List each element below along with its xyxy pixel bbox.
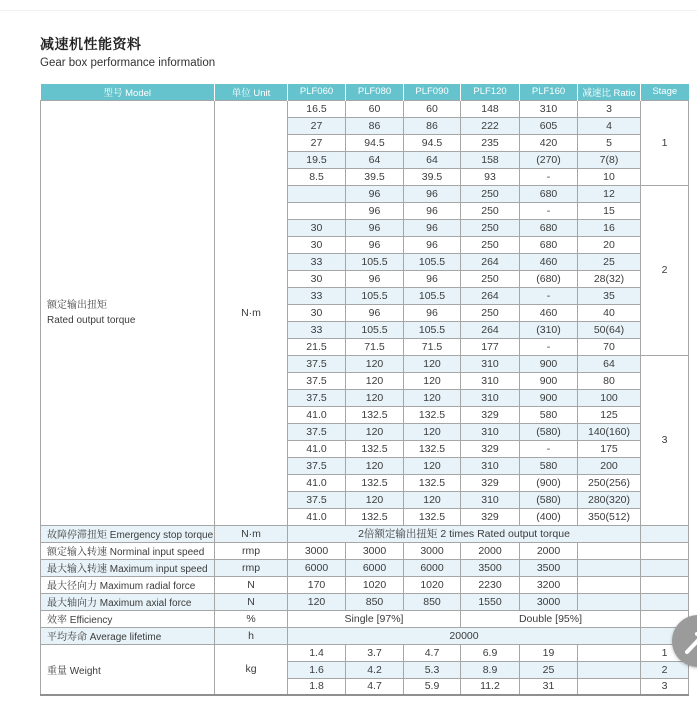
table-cell: 120 xyxy=(404,457,461,474)
table-cell: 580 xyxy=(520,457,578,474)
table-cell: 80 xyxy=(578,372,641,389)
table-cell: 27 xyxy=(288,117,346,134)
table-cell: 170 xyxy=(288,576,346,593)
table-cell: 120 xyxy=(346,457,404,474)
table-cell xyxy=(288,185,346,202)
torque-label xyxy=(41,100,215,525)
table-cell: 3.7 xyxy=(346,644,404,661)
table-cell: 96 xyxy=(346,219,404,236)
performance-table xyxy=(40,84,689,696)
table-cell: 310 xyxy=(461,457,520,474)
torque-label-en: Rated output torque xyxy=(47,314,136,326)
table-cell xyxy=(641,559,689,576)
table-cell: 93 xyxy=(461,168,520,185)
table-row xyxy=(41,525,689,542)
table-cell: 4.7 xyxy=(346,678,404,695)
table-cell: 20 xyxy=(578,236,641,253)
table-cell: 96 xyxy=(346,185,404,202)
table-cell: 50(64) xyxy=(578,321,641,338)
table-cell xyxy=(578,576,641,593)
table-cell: 8.5 xyxy=(288,168,346,185)
table-cell: (680) xyxy=(520,270,578,287)
torque-label-cn: 额定输出扭矩 xyxy=(47,299,107,311)
column-header: PLF160 xyxy=(520,84,578,100)
table-cell: 4 xyxy=(578,117,641,134)
stage-cell: 1 xyxy=(641,100,689,185)
table-cell: (400) xyxy=(520,508,578,525)
table-cell xyxy=(578,644,641,661)
table-cell: 60 xyxy=(404,100,461,117)
table-cell: 850 xyxy=(404,593,461,610)
table-cell: 250 xyxy=(461,270,520,287)
table-cell: 3 xyxy=(641,678,689,695)
table-cell: 235 xyxy=(461,134,520,151)
table-cell: 158 xyxy=(461,151,520,168)
spec-unit: N xyxy=(215,576,288,593)
torque-unit: N·m xyxy=(215,100,288,525)
table-cell: 200 xyxy=(578,457,641,474)
table-cell: 96 xyxy=(404,219,461,236)
table-cell: 1550 xyxy=(461,593,520,610)
table-cell: 19 xyxy=(520,644,578,661)
table-cell: 900 xyxy=(520,355,578,372)
page-title: 减速机性能资料 xyxy=(40,36,142,52)
table-cell: 35 xyxy=(578,287,641,304)
weight-label: 重量 Weight xyxy=(41,644,215,695)
table-cell: 96 xyxy=(346,270,404,287)
spec-label: 效率 Efficiency xyxy=(41,610,215,627)
table-cell: - xyxy=(520,440,578,457)
table-cell xyxy=(578,678,641,695)
table-cell: 64 xyxy=(404,151,461,168)
table-cell: 310 xyxy=(461,355,520,372)
table-cell: 250 xyxy=(461,236,520,253)
spec-unit: rmp xyxy=(215,559,288,576)
table-cell: 37.5 xyxy=(288,372,346,389)
table-cell: 3 xyxy=(578,100,641,117)
table-cell: 175 xyxy=(578,440,641,457)
table-cell: 96 xyxy=(404,304,461,321)
table-cell: 310 xyxy=(461,491,520,508)
table-cell: 41.0 xyxy=(288,440,346,457)
table-cell: 310 xyxy=(461,423,520,440)
table-cell: (580) xyxy=(520,491,578,508)
table-cell: 1.4 xyxy=(288,644,346,661)
table-cell: 3000 xyxy=(520,593,578,610)
table-cell: 21.5 xyxy=(288,338,346,355)
table-cell: 4.7 xyxy=(404,644,461,661)
table-cell: 120 xyxy=(346,372,404,389)
table-cell: 96 xyxy=(404,202,461,219)
table-cell: 100 xyxy=(578,389,641,406)
table-cell: 3000 xyxy=(346,542,404,559)
divider xyxy=(0,10,697,11)
table-cell: (270) xyxy=(520,151,578,168)
table-cell: 12 xyxy=(578,185,641,202)
table-cell: 105.5 xyxy=(346,253,404,270)
table-cell: 264 xyxy=(461,287,520,304)
table-cell: 148 xyxy=(461,100,520,117)
table-cell: - xyxy=(520,168,578,185)
table-cell: 11.2 xyxy=(461,678,520,695)
table-cell: 6000 xyxy=(288,559,346,576)
table-cell: 19.5 xyxy=(288,151,346,168)
table-cell: 132.5 xyxy=(346,406,404,423)
table-cell: 329 xyxy=(461,440,520,457)
spec-label: 额定输入转速 Norminal input speed xyxy=(41,542,215,559)
table-cell: 39.5 xyxy=(404,168,461,185)
table-cell: 4.2 xyxy=(346,661,404,678)
table-cell: 27 xyxy=(288,134,346,151)
table-cell: 132.5 xyxy=(346,474,404,491)
table-cell: 6000 xyxy=(346,559,404,576)
table-cell: 140(160) xyxy=(578,423,641,440)
table-cell: 16 xyxy=(578,219,641,236)
table-cell: 132.5 xyxy=(404,440,461,457)
table-cell: 33 xyxy=(288,287,346,304)
table-cell: 1020 xyxy=(404,576,461,593)
spec-unit: rmp xyxy=(215,542,288,559)
table-cell: 86 xyxy=(404,117,461,134)
weight-unit: kg xyxy=(215,644,288,695)
table-cell: 120 xyxy=(346,423,404,440)
stage-cell: 3 xyxy=(641,355,689,525)
table-cell: 250 xyxy=(461,219,520,236)
table-cell: 37.5 xyxy=(288,491,346,508)
table-cell: 310 xyxy=(520,100,578,117)
table-body xyxy=(41,100,689,695)
table-cell: 94.5 xyxy=(346,134,404,151)
table-cell: 120 xyxy=(346,355,404,372)
table-cell: 1020 xyxy=(346,576,404,593)
table-cell: 177 xyxy=(461,338,520,355)
table-cell: 10 xyxy=(578,168,641,185)
table-cell: 460 xyxy=(520,304,578,321)
table-cell: (310) xyxy=(520,321,578,338)
table-cell xyxy=(641,542,689,559)
table-cell: 222 xyxy=(461,117,520,134)
spec-label: 最大输入转速 Maximum input speed xyxy=(41,559,215,576)
table-cell: 37.5 xyxy=(288,389,346,406)
table-cell xyxy=(641,576,689,593)
column-header: PLF090 xyxy=(404,84,461,100)
table-cell: 30 xyxy=(288,219,346,236)
spec-label: 最大径向力 Maximum radial force xyxy=(41,576,215,593)
table-cell: 120 xyxy=(404,355,461,372)
table-header-row xyxy=(41,84,689,100)
table-cell: 3000 xyxy=(404,542,461,559)
table-cell: 105.5 xyxy=(404,321,461,338)
table-cell: 264 xyxy=(461,321,520,338)
table-cell: 5.3 xyxy=(404,661,461,678)
table-cell: 41.0 xyxy=(288,474,346,491)
table-cell: 680 xyxy=(520,219,578,236)
table-row xyxy=(41,593,689,610)
table-cell: (900) xyxy=(520,474,578,491)
table-cell: 25 xyxy=(578,253,641,270)
table-cell xyxy=(288,202,346,219)
spec-unit: N·m xyxy=(215,525,288,542)
table-cell: 37.5 xyxy=(288,355,346,372)
table-cell: 132.5 xyxy=(404,474,461,491)
table-cell: 2230 xyxy=(461,576,520,593)
table-cell: 3500 xyxy=(520,559,578,576)
spec-unit: h xyxy=(215,627,288,644)
table-cell: 8.9 xyxy=(461,661,520,678)
table-cell: (580) xyxy=(520,423,578,440)
table-cell: 900 xyxy=(520,389,578,406)
spec-label: 平均寿命 Average lifetime xyxy=(41,627,215,644)
table-cell xyxy=(641,525,689,542)
table-cell: 2000 xyxy=(461,542,520,559)
table-cell: 120 xyxy=(346,389,404,406)
column-header: 型号 Model xyxy=(41,84,215,100)
table-row xyxy=(41,542,689,559)
table-cell: 120 xyxy=(404,389,461,406)
spec-unit: N xyxy=(215,593,288,610)
floating-action-button[interactable] xyxy=(672,615,697,667)
table-cell: 25 xyxy=(520,661,578,678)
table-cell: 1 xyxy=(641,644,689,661)
table-cell: 41.0 xyxy=(288,508,346,525)
table-row xyxy=(41,644,689,661)
table-cell: 86 xyxy=(346,117,404,134)
table-cell: 6000 xyxy=(404,559,461,576)
table-cell: 37.5 xyxy=(288,457,346,474)
table-cell: 680 xyxy=(520,185,578,202)
table-row xyxy=(41,100,689,117)
table-cell: 37.5 xyxy=(288,423,346,440)
table-cell: 900 xyxy=(520,372,578,389)
table-cell: 31 xyxy=(520,678,578,695)
table-cell: 2 xyxy=(641,661,689,678)
table-cell: 280(320) xyxy=(578,491,641,508)
table-row xyxy=(41,610,689,627)
column-header: PLF060 xyxy=(288,84,346,100)
stage-cell: 2 xyxy=(641,185,689,355)
table-cell: 96 xyxy=(346,236,404,253)
table-cell: 16.5 xyxy=(288,100,346,117)
table-cell: 105.5 xyxy=(346,287,404,304)
table-cell: 39.5 xyxy=(346,168,404,185)
table-cell: 33 xyxy=(288,253,346,270)
table-cell xyxy=(578,661,641,678)
table-cell: 132.5 xyxy=(346,440,404,457)
table-cell: 310 xyxy=(461,372,520,389)
table-cell: 680 xyxy=(520,236,578,253)
spec-unit: % xyxy=(215,610,288,627)
page-subtitle: Gear box performance information xyxy=(40,57,216,69)
table-cell: 329 xyxy=(461,474,520,491)
table-cell: 96 xyxy=(404,270,461,287)
efficiency-double: Double [95%] xyxy=(461,610,641,627)
column-header: PLF120 xyxy=(461,84,520,100)
table-cell: 28(32) xyxy=(578,270,641,287)
table-cell: 94.5 xyxy=(404,134,461,151)
table-cell: 5.9 xyxy=(404,678,461,695)
table-cell xyxy=(578,593,641,610)
table-cell: 420 xyxy=(520,134,578,151)
table-cell: 329 xyxy=(461,406,520,423)
table-cell: 30 xyxy=(288,304,346,321)
table-cell: 96 xyxy=(346,202,404,219)
column-header: 减速比 Ratio xyxy=(578,84,641,100)
table-cell: - xyxy=(520,287,578,304)
table-cell: 120 xyxy=(404,372,461,389)
table-cell: 60 xyxy=(346,100,404,117)
table-cell: 132.5 xyxy=(346,508,404,525)
spec-label: 故障停滞扭矩 Emergency stop torque xyxy=(41,525,215,542)
table-cell: 132.5 xyxy=(404,406,461,423)
table-cell: 310 xyxy=(461,389,520,406)
table-cell: 850 xyxy=(346,593,404,610)
table-cell: 120 xyxy=(346,491,404,508)
table-cell: 250 xyxy=(461,202,520,219)
table-row xyxy=(41,576,689,593)
table-cell: 120 xyxy=(404,491,461,508)
table-cell: 350(512) xyxy=(578,508,641,525)
table-cell: 40 xyxy=(578,304,641,321)
column-header: PLF080 xyxy=(346,84,404,100)
table-cell: 96 xyxy=(346,304,404,321)
table-cell xyxy=(641,593,689,610)
table-cell: 580 xyxy=(520,406,578,423)
table-cell: 329 xyxy=(461,508,520,525)
efficiency-single: Single [97%] xyxy=(288,610,461,627)
table-cell: 132.5 xyxy=(404,508,461,525)
table-cell: 6.9 xyxy=(461,644,520,661)
table-row xyxy=(41,559,689,576)
table-cell: 120 xyxy=(404,423,461,440)
table-cell: 30 xyxy=(288,236,346,253)
table-cell: 105.5 xyxy=(404,287,461,304)
table-cell: 250 xyxy=(461,304,520,321)
table-cell: 125 xyxy=(578,406,641,423)
table-cell: - xyxy=(520,202,578,219)
table-cell: 1.8 xyxy=(288,678,346,695)
table-cell: 64 xyxy=(578,355,641,372)
table-cell: 3200 xyxy=(520,576,578,593)
spec-span-value: 2倍额定输出扭矩 2 times Rated output torque xyxy=(288,525,641,542)
table-cell: 460 xyxy=(520,253,578,270)
table-cell: 96 xyxy=(404,236,461,253)
table-cell: 3500 xyxy=(461,559,520,576)
table-cell: - xyxy=(520,338,578,355)
table-cell xyxy=(578,559,641,576)
table-cell: 105.5 xyxy=(346,321,404,338)
arrow-up-right-icon xyxy=(672,615,697,667)
table-cell: 2000 xyxy=(520,542,578,559)
table-cell: 64 xyxy=(346,151,404,168)
spec-span-value: 20000 xyxy=(288,627,641,644)
table-cell: 264 xyxy=(461,253,520,270)
table-cell: 605 xyxy=(520,117,578,134)
table-cell: 250(256) xyxy=(578,474,641,491)
table-row xyxy=(41,627,689,644)
table-cell: 30 xyxy=(288,270,346,287)
table-cell: 96 xyxy=(404,185,461,202)
table-cell: 71.5 xyxy=(346,338,404,355)
spec-label: 最大轴向力 Maximum axial force xyxy=(41,593,215,610)
table-cell: 33 xyxy=(288,321,346,338)
column-header: Stage xyxy=(641,84,689,100)
table-cell xyxy=(578,542,641,559)
table-cell: 3000 xyxy=(288,542,346,559)
table-cell: 5 xyxy=(578,134,641,151)
table-cell: 15 xyxy=(578,202,641,219)
table-cell: 1.6 xyxy=(288,661,346,678)
column-header: 单位 Unit xyxy=(215,84,288,100)
table-cell: 71.5 xyxy=(404,338,461,355)
table-cell: 7(8) xyxy=(578,151,641,168)
table-cell: 250 xyxy=(461,185,520,202)
table-cell: 120 xyxy=(288,593,346,610)
table-cell: 41.0 xyxy=(288,406,346,423)
table-cell: 70 xyxy=(578,338,641,355)
table-cell: 105.5 xyxy=(404,253,461,270)
